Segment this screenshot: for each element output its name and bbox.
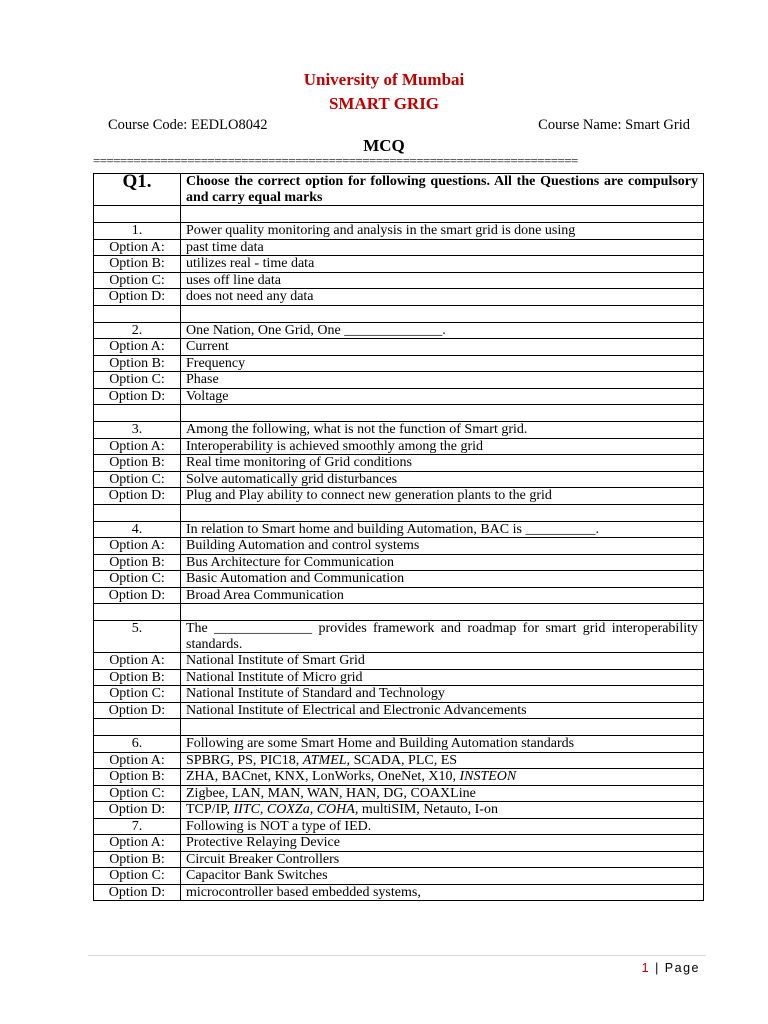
question-row — [94, 818, 704, 835]
page-word: Page — [664, 961, 700, 975]
option-text: Voltage — [181, 388, 704, 405]
option-label: Option D: — [94, 587, 181, 604]
option-text: past time data — [181, 239, 704, 256]
option-row — [94, 488, 704, 505]
blank-row — [94, 206, 704, 223]
q1-header-row — [94, 174, 704, 206]
option-label: Option B: — [94, 256, 181, 273]
question-text: Among the following, what is not the function of Smart grid. — [181, 422, 704, 439]
option-label: Option B: — [94, 355, 181, 372]
option-row — [94, 289, 704, 306]
question-row — [94, 621, 704, 653]
blank-cell — [94, 305, 181, 322]
option-label: Option D: — [94, 702, 181, 719]
option-row — [94, 571, 704, 588]
option-label: Option B: — [94, 669, 181, 686]
mcq-table — [93, 173, 704, 901]
option-label: Option C: — [94, 471, 181, 488]
option-text: Basic Automation and Communication — [181, 571, 704, 588]
question-row — [94, 521, 704, 538]
option-label: Option D: — [94, 388, 181, 405]
q1-label: Q1. — [94, 174, 181, 206]
option-text: Real time monitoring of Grid conditions — [181, 455, 704, 472]
separator-rule: ======================================================================== — [93, 154, 578, 168]
blank-row — [94, 504, 704, 521]
option-label: Option A: — [94, 653, 181, 670]
option-row — [94, 884, 704, 901]
option-row — [94, 851, 704, 868]
option-text: Plug and Play ability to connect new generation plants to the grid — [181, 488, 704, 505]
blank-cell — [181, 206, 704, 223]
option-text: SPBRG, PS, PIC18, ATMEL, SCADA, PLC, ES — [181, 752, 704, 769]
option-text: National Institute of Electrical and Electronic Advancements — [181, 702, 704, 719]
option-row — [94, 587, 704, 604]
question-number: 7. — [94, 818, 181, 835]
blank-cell — [94, 604, 181, 621]
option-label: Option A: — [94, 339, 181, 356]
option-row — [94, 653, 704, 670]
option-text: Circuit Breaker Controllers — [181, 851, 704, 868]
blank-cell — [94, 719, 181, 736]
question-text: Power quality monitoring and analysis in the smart grid is done using — [181, 223, 704, 240]
blank-cell — [94, 206, 181, 223]
blank-cell — [181, 719, 704, 736]
option-row — [94, 785, 704, 802]
option-label: Option B: — [94, 554, 181, 571]
blank-cell — [181, 504, 704, 521]
option-text: Bus Architecture for Communication — [181, 554, 704, 571]
option-row — [94, 388, 704, 405]
option-row — [94, 471, 704, 488]
option-row — [94, 554, 704, 571]
option-row — [94, 702, 704, 719]
option-label: Option A: — [94, 752, 181, 769]
option-label: Option B: — [94, 851, 181, 868]
option-label: Option A: — [94, 239, 181, 256]
option-label: Option C: — [94, 868, 181, 885]
option-row — [94, 802, 704, 819]
option-text: microcontroller based embedded systems, — [181, 884, 704, 901]
option-text: National Institute of Smart Grid — [181, 653, 704, 670]
option-label: Option A: — [94, 835, 181, 852]
option-label: Option B: — [94, 769, 181, 786]
option-row — [94, 455, 704, 472]
option-row — [94, 272, 704, 289]
blank-row — [94, 719, 704, 736]
blank-row — [94, 305, 704, 322]
question-row — [94, 223, 704, 240]
option-label: Option A: — [94, 438, 181, 455]
option-row — [94, 438, 704, 455]
option-text: uses off line data — [181, 272, 704, 289]
q1-instruction: Choose the correct option for following questions. All the Questions are compulsory and carry equal marks — [181, 174, 704, 206]
question-number: 1. — [94, 223, 181, 240]
blank-cell — [94, 405, 181, 422]
question-text: In relation to Smart home and building Automation, BAC is __________. — [181, 521, 704, 538]
page-number: 1 — [641, 961, 651, 975]
question-row — [94, 736, 704, 753]
option-row — [94, 239, 704, 256]
option-text: Solve automatically grid disturbances — [181, 471, 704, 488]
question-number: 3. — [94, 422, 181, 439]
option-text: Phase — [181, 372, 704, 389]
option-row — [94, 372, 704, 389]
question-number: 4. — [94, 521, 181, 538]
option-row — [94, 868, 704, 885]
option-label: Option C: — [94, 272, 181, 289]
question-text: Following are some Smart Home and Building Automation standards — [181, 736, 704, 753]
page-footer — [642, 961, 700, 975]
university-title: University of Mumbai — [303, 70, 465, 89]
option-text: does not need any data — [181, 289, 704, 306]
option-text: Interoperability is achieved smoothly among the grid — [181, 438, 704, 455]
option-label: Option D: — [94, 884, 181, 901]
question-text: The ______________ provides framework and roadmap for smart grid interoperability standards. — [181, 621, 704, 653]
option-row — [94, 835, 704, 852]
option-row — [94, 355, 704, 372]
option-label: Option D: — [94, 802, 181, 819]
option-text: National Institute of Standard and Technology — [181, 686, 704, 703]
option-row — [94, 538, 704, 555]
document-title: MCQ — [363, 136, 405, 155]
option-row — [94, 669, 704, 686]
option-text: Current — [181, 339, 704, 356]
option-text: TCP/IP, IITC, COXZa, COHA, multiSIM, Netauto, I-on — [181, 802, 704, 819]
blank-cell — [181, 405, 704, 422]
option-label: Option A: — [94, 538, 181, 555]
option-text: ZHA, BACnet, KNX, LonWorks, OneNet, X10, INSTEON — [181, 769, 704, 786]
option-label: Option B: — [94, 455, 181, 472]
option-label: Option D: — [94, 289, 181, 306]
question-number: 5. — [94, 621, 181, 653]
option-label: Option C: — [94, 372, 181, 389]
question-text: One Nation, One Grid, One ______________. — [181, 322, 704, 339]
question-number: 2. — [94, 322, 181, 339]
option-row — [94, 256, 704, 273]
option-label: Option C: — [94, 571, 181, 588]
option-row — [94, 339, 704, 356]
option-text: utilizes real - time data — [181, 256, 704, 273]
mcq-table-body — [94, 171, 704, 901]
blank-cell — [94, 504, 181, 521]
question-row — [94, 422, 704, 439]
course-code: Course Code: EEDLO8042 — [108, 117, 268, 133]
footer-divider — [88, 955, 706, 956]
option-row — [94, 686, 704, 703]
option-text: National Institute of Micro grid — [181, 669, 704, 686]
option-label: Option D: — [94, 488, 181, 505]
option-text: Broad Area Communication — [181, 587, 704, 604]
question-row — [94, 322, 704, 339]
blank-cell — [181, 305, 704, 322]
option-row — [94, 769, 704, 786]
option-label: Option C: — [94, 785, 181, 802]
option-text: Capacitor Bank Switches — [181, 868, 704, 885]
option-text: Building Automation and control systems — [181, 538, 704, 555]
option-text: Protective Relaying Device — [181, 835, 704, 852]
question-number: 6. — [94, 736, 181, 753]
blank-row — [94, 405, 704, 422]
page-separator: | — [650, 961, 665, 975]
course-name: Course Name: Smart Grid — [538, 117, 690, 133]
option-text: Zigbee, LAN, MAN, WAN, HAN, DG, COAXLine — [181, 785, 704, 802]
option-label: Option C: — [94, 686, 181, 703]
question-text: Following is NOT a type of IED. — [181, 818, 704, 835]
blank-row — [94, 604, 704, 621]
subject-title: SMART GRIG — [328, 94, 440, 113]
option-text: Frequency — [181, 355, 704, 372]
blank-cell — [181, 604, 704, 621]
option-row — [94, 752, 704, 769]
